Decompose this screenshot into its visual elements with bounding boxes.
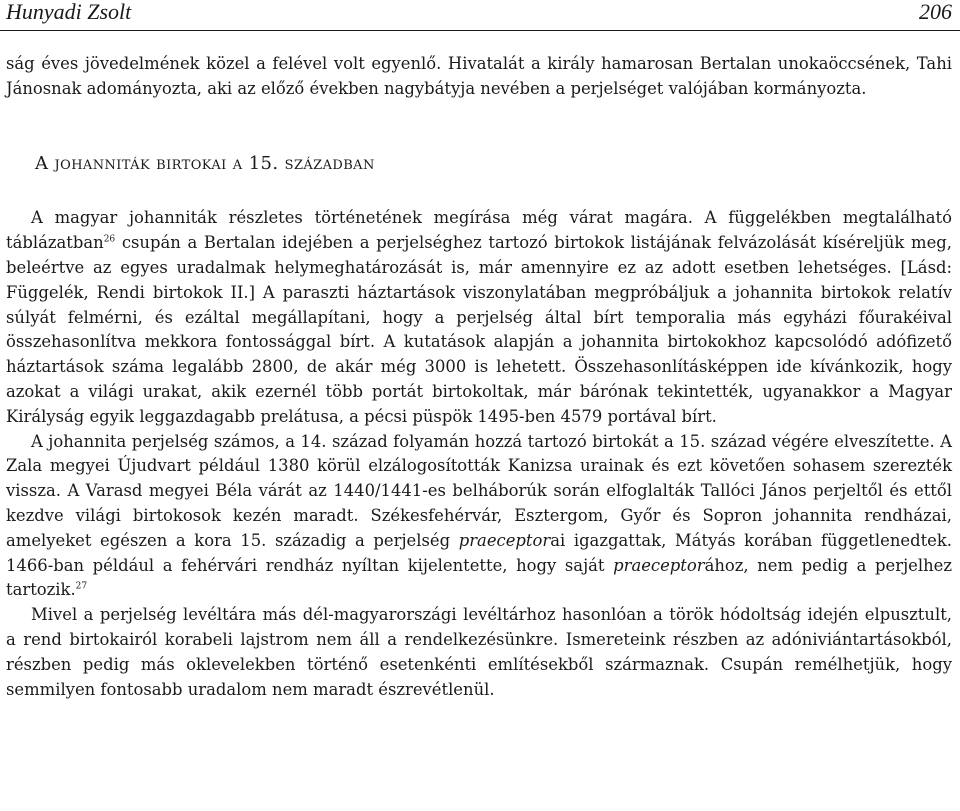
paragraph-2-text-a: A johannita perjelség számos, a 14. század folyamán hozzá tartozó birtokát a 15. század végére elveszítette. A Zala megyei Újudvart például 1380 körül elzálogosították Kanizsa urainak és ezt követően sohasem szerezték vissza. A Varasd megyei Béla várát az 1440/1441-es belháborúk során elfoglalták Tallóci János perjeltől és ettől kezdve világi birtokosok kezén maradt. Székesfehérvár, Esztergom, Győr és Sopron johannita rendházai, amelyeket egészen a kora 15. századig a perjelség [6, 431, 952, 550]
paragraph-2-italic-2: praeceptor [613, 555, 705, 575]
running-header [0, 0, 960, 30]
header-rule [0, 30, 960, 31]
page-number: 206 [919, 0, 952, 24]
paragraph-1-text-b: csupán a Bertalan idejében a perjelséghez tartozó birtokok listájának felvázolását kíséreljük meg, beleértve az egyes uradalmak helymeghatározását is, már amennyire ez az adott esetben lehetséges. [Lásd: Függelék, Rendi birtokok II.] A paraszti háztartások viszonylatában megpróbáljuk a johannita birtokok relatív súlyát felmérni, és ezáltal megállapítani, hogy a perjelség által bírt temporalia más egyházi főurakéival összehasonlítva mekkora fontossággal bírt. A kutatások alapján a johannita birtokokhoz kapcsolódó adófizető háztartások száma legalább 2800, de akár még 3000 is lehetett. Összehasonlításképpen ide kívánkozik, hogy azokat a világi urakat, akik ezernél több portát birtokoltak, már bárónak tekintették, ugyanakkor a Magyar Királyság egyik leggazdagabb prelátusa, a pécsi püspök 1495-ben 4579 portával bírt. [6, 233, 952, 426]
footnote-ref-27[interactable]: 27 [75, 581, 88, 592]
running-header-author: Hunyadi Zsolt [6, 0, 132, 24]
paragraph-3: Mivel a perjelség levéltára más dél-magyarországi levéltárhoz hasonlóan a török hódoltság idején elpusztult, a rend birtokairól korabeli lajstrom nem áll a rendelkezésünkre. Ismereteink részben az adóniviántartásokból, részben pedig más oklevelekben történő esetenkénti említésekből származnak. Csupán remélhetjük, hogy semmilyen fontosabb uradalom nem maradt észrevétlenül. [6, 605, 952, 699]
paragraph-1-text-a: A magyar johanniták részletes történetének megírása még várat magára. A függelékben megtalálható táblázatban [6, 208, 952, 253]
footnote-ref-26[interactable]: 26 [103, 234, 116, 245]
paragraph-1 [6, 206, 952, 429]
section-heading: A johanniták birtokai a 15. században [35, 152, 375, 174]
paragraph-2-italic-1: praeceptor [458, 530, 551, 550]
paragraph-2-text-b: ai igazgattak, Mátyás korában függetlenedtek. 1466-ban például a fehérvári rendház nyíltan kijelentette, hogy saját [6, 530, 952, 575]
intro-paragraph: ság éves jövedelmének közel a felével volt egyenlő. Hivatalát a király hamarosan Bertalan unokaöccsének, Tahi Jánosnak adományozta, aki az előző években nagybátyja nevében a perjelséget valójában kormányozta. [6, 54, 952, 98]
body-text [6, 52, 952, 702]
paragraph-2-text-c: ához, nem pedig a perjelhez tartozik. [6, 555, 952, 600]
paragraph-2 [6, 430, 952, 604]
